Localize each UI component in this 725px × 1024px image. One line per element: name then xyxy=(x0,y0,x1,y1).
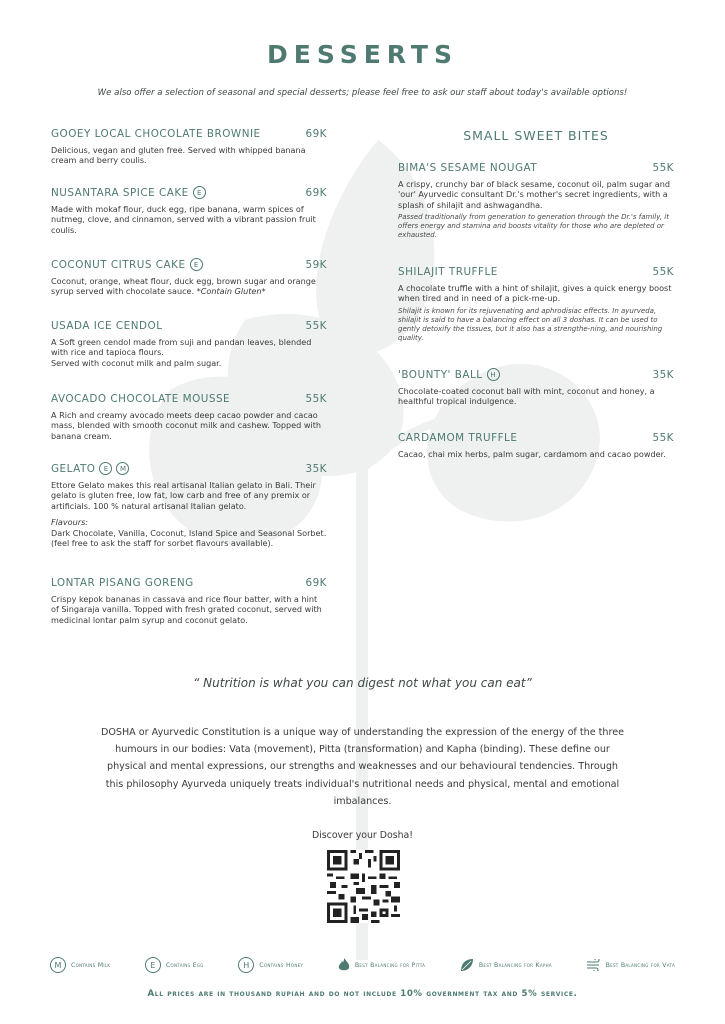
flame-icon xyxy=(338,958,350,972)
menu-item xyxy=(51,393,327,441)
item-name: GELATO xyxy=(51,462,96,475)
egg-icon: E xyxy=(190,258,203,271)
item-note: Passed traditionally from generation to generation through the Dr.'s family, it offers energy and stamina and boosts vitality for those who are depleted or exhausted. xyxy=(398,213,669,240)
legend-egg: E Contains Egg xyxy=(145,957,204,973)
egg-icon: E xyxy=(99,462,112,475)
menu-item xyxy=(51,258,327,297)
item-price: 69K xyxy=(305,128,327,140)
menu-item xyxy=(51,186,327,235)
legend-honey: H Contains Honey xyxy=(238,957,303,973)
section-heading: SMALL SWEET BITES xyxy=(463,128,609,143)
dosha-paragraph: DOSHA or Ayurvedic Constitution is a unique way of understanding the expression of the energy of the three humours in our bodies: Vata (movement), Pitta (transformation) and Kapha (binding). These define our physical and mental expressions, our strengths and weaknesses and our behavioural tendencies. Through this philosophy Ayurveda uniquely treats individual's nutritional needs and physical, mental and emotional imbalances. xyxy=(100,727,625,807)
leaf-icon xyxy=(460,958,474,972)
item-price: 35K xyxy=(652,368,674,381)
item-price: 35K xyxy=(305,462,327,475)
item-description: Made with mokaf flour, duck egg, ripe banana, warm spices of nutmeg, clove, and cinnamon, served with a vibrant passion fruit coulis. xyxy=(51,204,316,235)
discover-dosha-label: Discover your Dosha! xyxy=(311,830,414,841)
egg-icon: E xyxy=(193,186,206,199)
item-price: 59K xyxy=(305,258,327,271)
legend-vata: Best Balancing for Vata xyxy=(587,959,675,971)
item-description: A crispy, crunchy bar of black sesame, coconut oil, palm sugar and 'our' Ayurvedic consultant Dr.'s mother's secret ingredients, with a splash of shilajit and ashwagandha. xyxy=(398,179,670,210)
legend-kapha: Best Balancing for Kapha xyxy=(460,958,552,972)
menu-item xyxy=(398,432,674,459)
page-title: DESSERTS xyxy=(267,40,458,69)
item-name: NUSANTARA SPICE CAKE xyxy=(51,186,189,199)
item-description: Chocolate-coated coconut ball with mint, coconut and honey, a healthful tropical indulgence. xyxy=(398,386,655,407)
menu-item xyxy=(398,266,674,343)
egg-icon: E xyxy=(145,957,161,973)
menu-item xyxy=(398,162,674,240)
item-description: Cacao, chai mix herbs, palm sugar, cardamom and cacao powder. xyxy=(398,449,666,459)
item-price: 55K xyxy=(652,266,674,278)
menu-item xyxy=(51,128,327,166)
item-name: COCONUT CITRUS CAKE xyxy=(51,258,186,271)
qr-code[interactable] xyxy=(327,850,400,923)
item-price: 55K xyxy=(652,162,674,174)
item-price: 69K xyxy=(305,577,327,589)
item-name: USADA ICE CENDOL xyxy=(51,320,163,332)
item-description: Ettore Gelato makes this real artisanal Italian gelato in Bali. Their gelato is gluten free, low fat, low carb and free of any premix or artificials. 100 % natural artisanal Italian gelato. xyxy=(51,480,316,511)
menu-item xyxy=(51,577,327,625)
milk-icon: M xyxy=(116,462,129,475)
small-sweet-bites xyxy=(398,128,674,459)
item-description: A chocolate truffle with a hint of shilajit, gives a quick energy boost when tired and in need of a pick-me-up. xyxy=(398,283,672,304)
price-footer: All prices are in thousand rupiah and do not include 10% government tax and 5% service. xyxy=(147,989,578,999)
menu-item xyxy=(398,368,674,407)
item-description: Crispy kepok bananas in cassava and rice flour batter, with a hint of Singaraja vanilla. Topped with fresh grated coconut, served with medicinal lontar palm syrup and coconut gelato. xyxy=(51,594,322,625)
wind-icon xyxy=(587,959,601,971)
item-description: Coconut, orange, wheat flour, duck egg, brown sugar and orange syrup served with chocolate sauce. *Contain Gluten* xyxy=(51,276,316,297)
nutrition-quote: “ Nutrition is what you can digest not what you can eat” xyxy=(193,676,532,690)
honey-icon: H xyxy=(238,957,254,973)
menu-item xyxy=(51,462,327,548)
item-description: A Soft green cendol made from suji and pandan leaves, blended with rice and tapioca flours. Served with coconut milk and palm sugar. xyxy=(51,337,312,368)
item-price: 55K xyxy=(652,432,674,444)
item-name: LONTAR PISANG GORENG xyxy=(51,577,194,589)
honey-icon: H xyxy=(487,368,500,381)
item-name: AVOCADO CHOCOLATE MOUSSE xyxy=(51,393,231,405)
legend-pitta: Best Balancing for Pitta xyxy=(338,958,425,972)
menu-item xyxy=(51,320,327,368)
item-name: 'BOUNTY' BALL xyxy=(398,368,483,381)
item-description: A Rich and creamy avocado meets deep cacao powder and cacao mass, blended with smooth coconut milk and cashew. Topped with banana cream. xyxy=(51,410,322,441)
item-note: Shilajit is known for its rejuvenating and aphrodisiac effects. In ayurveda, shilajit is said to have a balancing effect on all 3 doshas. It can be used to gently detoxify the tissues, but it also has a strengthe-ning, and nourishing quality. xyxy=(398,306,663,342)
item-description: Delicious, vegan and gluten free. Served with whipped banana cream and berry coulis. xyxy=(51,145,306,166)
milk-icon: M xyxy=(50,957,66,973)
item-price: 55K xyxy=(305,320,327,332)
legend-milk: M Contains Milk xyxy=(50,957,110,973)
item-name: BIMA'S SESAME NOUGAT xyxy=(398,162,538,174)
item-price: 69K xyxy=(305,186,327,199)
gluten-note: *Contain Gluten* xyxy=(196,286,266,297)
item-price: 55K xyxy=(305,393,327,405)
allergen-legend xyxy=(50,957,675,973)
item-name: SHILAJIT TRUFFLE xyxy=(398,266,498,278)
item-name: CARDAMOM TRUFFLE xyxy=(398,432,518,444)
flavours-block: Flavours: Dark Chocolate, Vanilla, Coconut, Island Spice and Seasonal Sorbet. (feel free to ask the staff for sorbet flavours available). xyxy=(51,517,327,549)
item-name: GOOEY LOCAL CHOCOLATE BROWNIE xyxy=(51,128,261,140)
intro-text: We also offer a selection of seasonal and special desserts; please feel free to ask our staff about today's available options! xyxy=(97,88,628,98)
